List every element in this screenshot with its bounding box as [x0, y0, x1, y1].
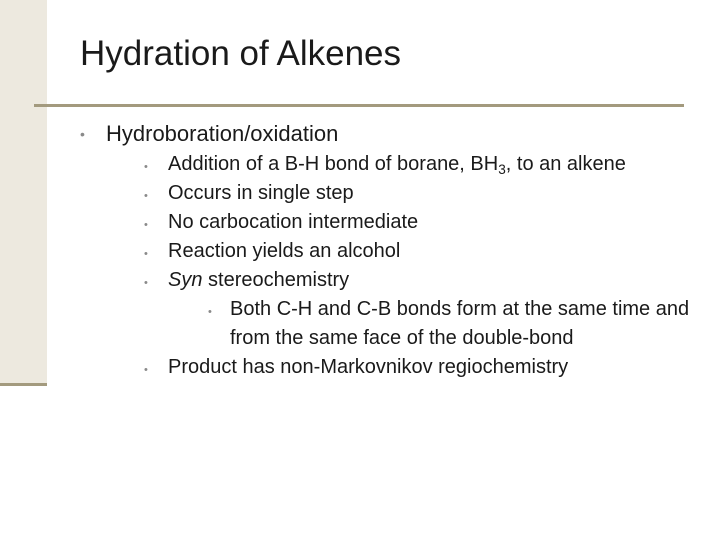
addition-text-end: , to an alkene [505, 153, 626, 175]
bullet-icon: • [80, 126, 85, 142]
slide-title: Hydration of Alkenes [80, 34, 402, 73]
sub-bullet-addition [136, 150, 696, 179]
sub-bullet-text: Product has non-Markovnikov regiochemistry [168, 356, 569, 378]
bullet-icon: • [144, 364, 148, 376]
bullet-text: Hydroboration/oxidation [106, 121, 339, 146]
sub-sub-bullet-text: Both C-H and C-B bonds form at the same time and from the same face of the double-bond [230, 298, 690, 349]
subscript-3: 3 [498, 162, 506, 178]
bullet-icon: • [208, 306, 212, 318]
sub-bullet-text: Occurs in single step [168, 182, 354, 204]
bullet-hydroboration [76, 118, 696, 382]
sub-bullet-text [168, 269, 349, 291]
title-divider [34, 104, 684, 107]
sub-bullet-text: No carbocation intermediate [168, 211, 419, 233]
sub-bullet-alcohol [136, 237, 696, 266]
sub-bullet-syn [136, 266, 696, 353]
bullet-icon: • [144, 190, 148, 202]
decorative-sidebar [0, 0, 47, 386]
bullet-icon: • [144, 219, 148, 231]
bullet-icon: • [144, 277, 148, 289]
sub-bullet-single-step [136, 179, 696, 208]
sub-sub-bullet-list [168, 295, 696, 353]
sub-bullet-text [168, 153, 626, 178]
bullet-icon: • [144, 161, 148, 173]
bullet-icon: • [144, 248, 148, 260]
sub-bullet-list [106, 150, 696, 382]
bullet-list [76, 118, 696, 382]
sub-sub-bullet-bonds [198, 295, 696, 353]
syn-rest: stereochemistry [202, 269, 350, 291]
syn-italic: Syn [168, 269, 203, 291]
slide-body [76, 118, 696, 382]
sub-bullet-text: Reaction yields an alcohol [168, 240, 401, 262]
addition-text-start: Addition of a B-H bond of borane, BH [168, 153, 499, 175]
sub-bullet-no-carbocation [136, 208, 696, 237]
sub-bullet-regiochemistry [136, 353, 696, 382]
